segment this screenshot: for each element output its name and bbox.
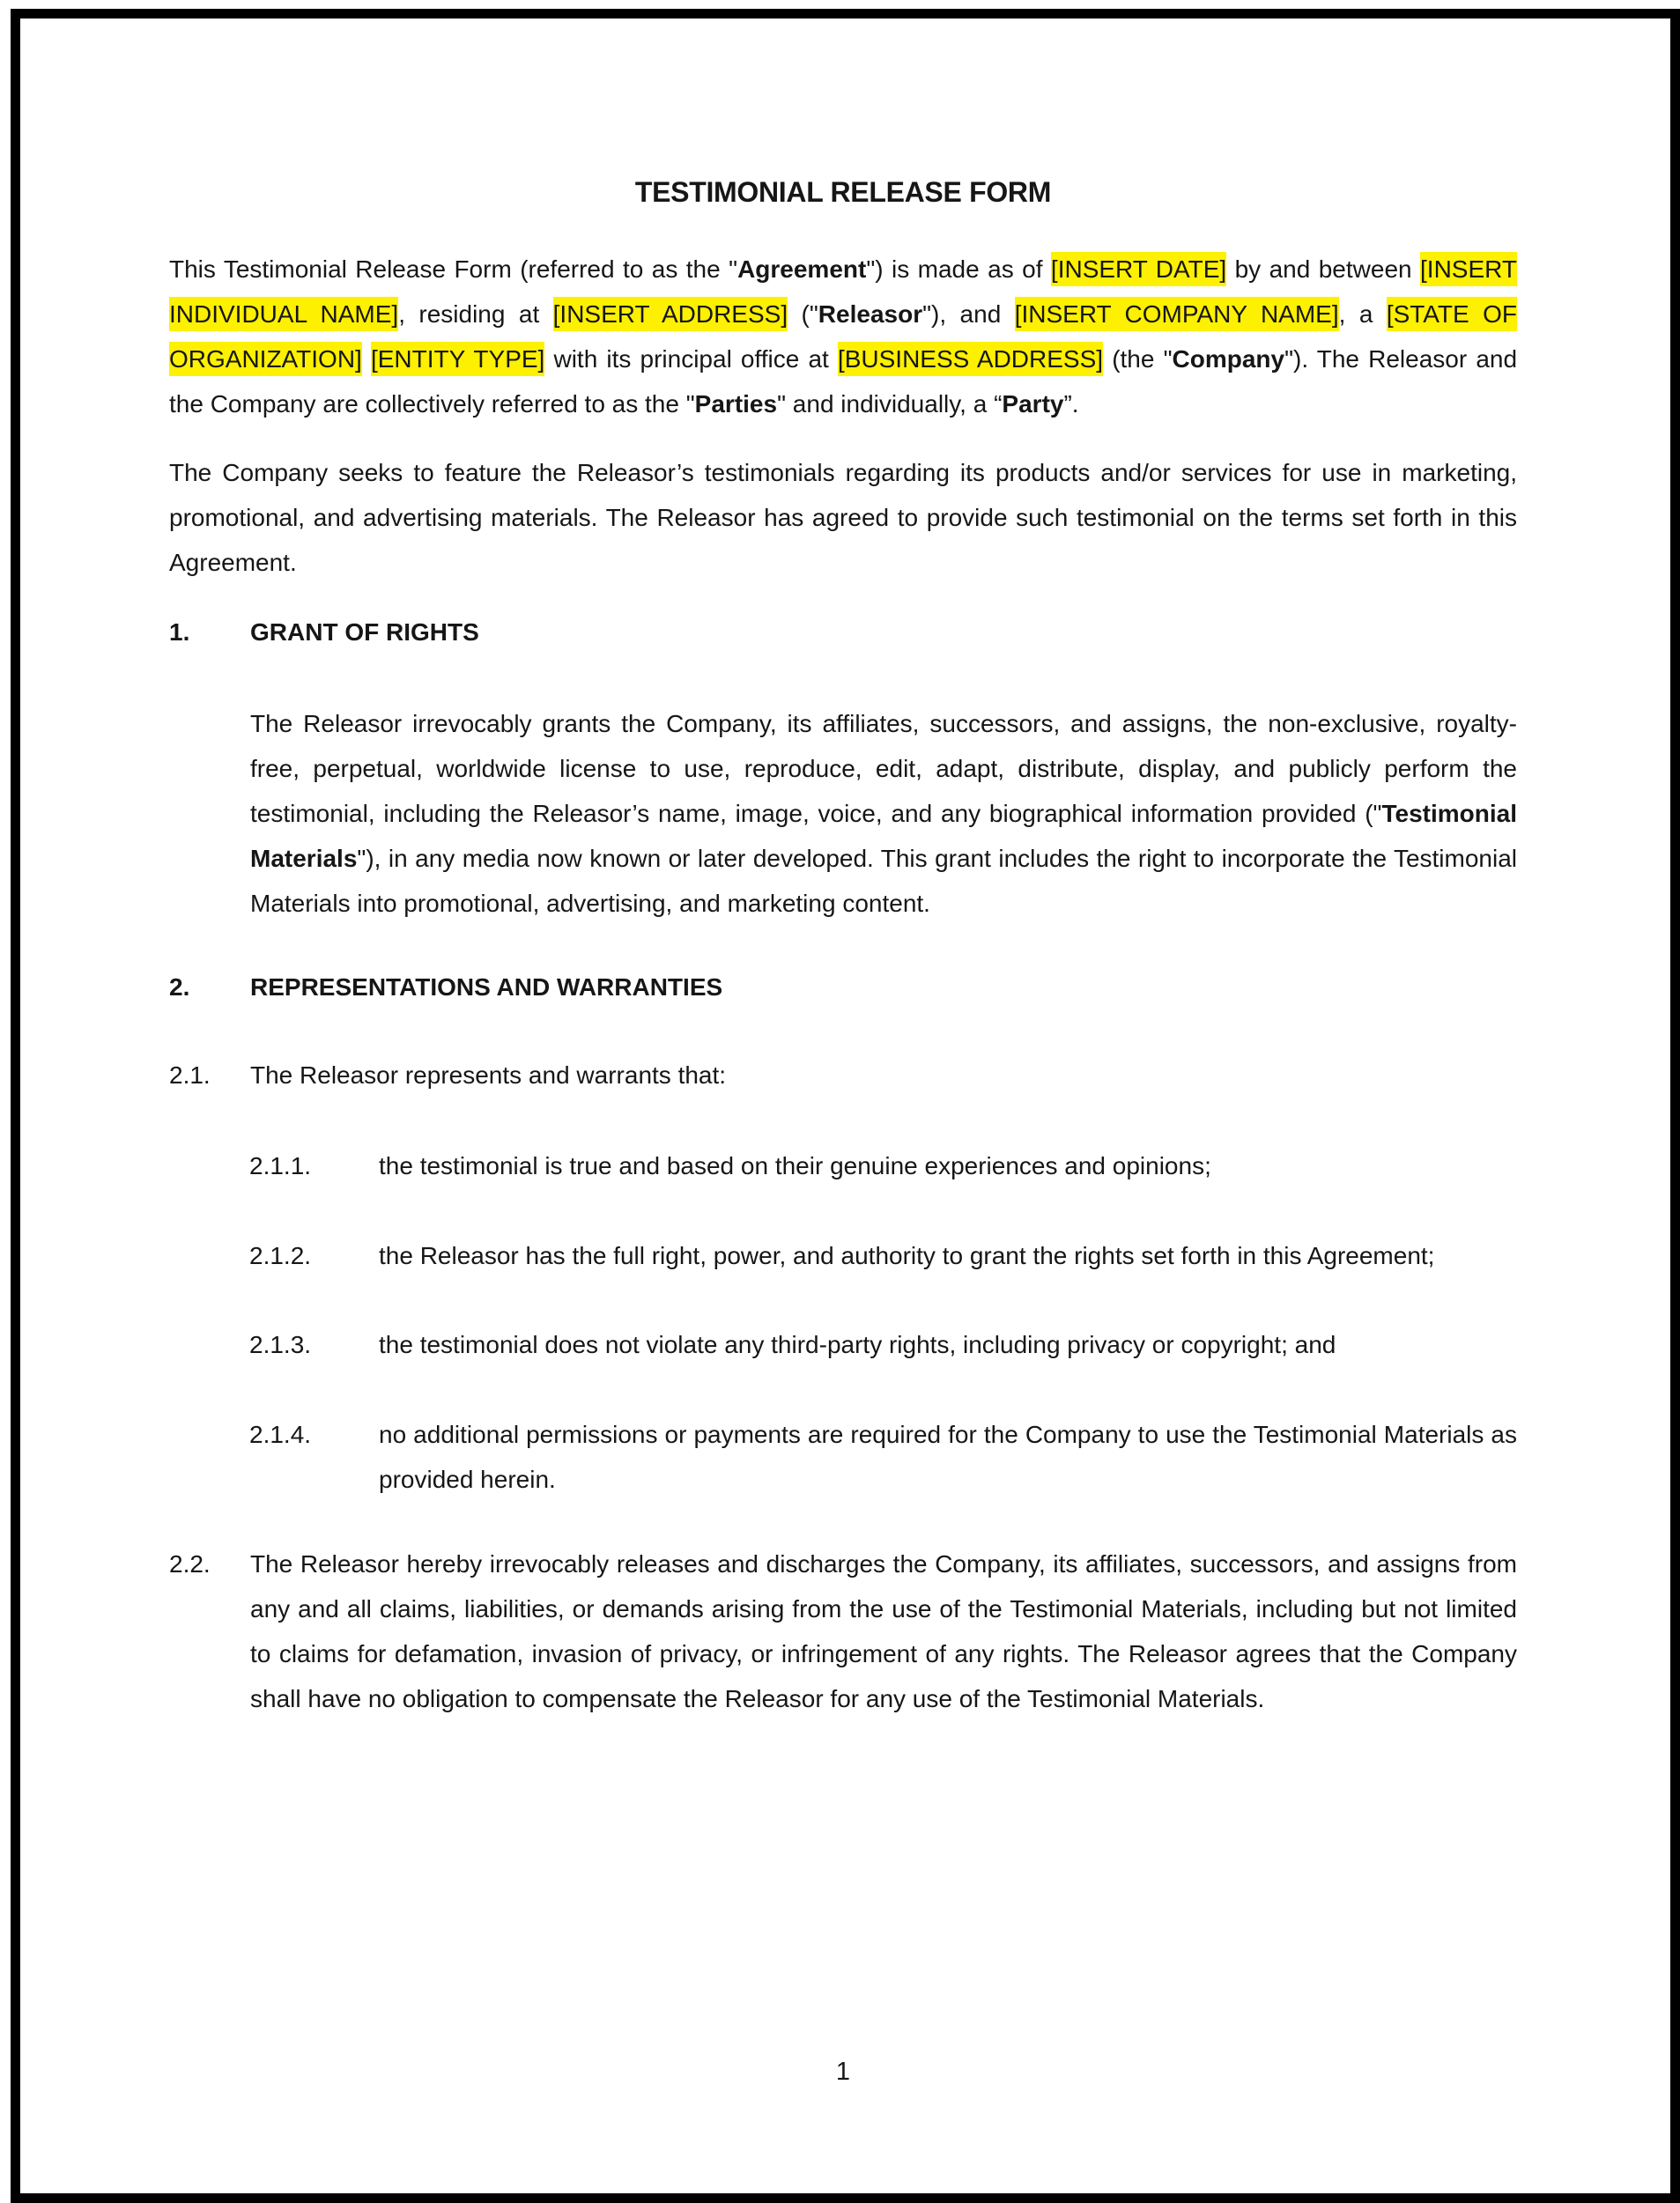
defined-term: Agreement (737, 255, 867, 283)
list-number: 2.1.3. (249, 1331, 312, 1358)
text-run: the testimonial does not violate any third-party rights, including privacy or copyright; and (379, 1331, 1336, 1358)
defined-term: Parties (694, 390, 778, 418)
block-text (379, 1322, 1517, 1367)
section-1-heading (169, 610, 1517, 654)
text-run: The Releasor hereby irrevocably releases and discharges the Company, its affiliates, successors, and assigns from any and all claims, liabilities, or demands arising from the use of the Testimonial Materials, including but not limited to claims for defamation, invasion of privacy, or infringement of any rights. The Releasor agrees that the Company shall have no obligation to compensate the Releasor for any use of the Testimonial Materials. (250, 1550, 1517, 1712)
text-run: The Company seeks to feature the Releasor’s testimonials regarding its products and/or services for use in marketing, promotional, and advertising materials. The Releasor has agreed to provide such testimonial on the terms set forth in this Agreement. (169, 459, 1517, 576)
text-run: (the " (1103, 345, 1173, 373)
block-text (379, 1143, 1517, 1188)
block-text (379, 1233, 1517, 1278)
clause-2-1-2 (169, 1233, 1517, 1278)
text-run: (" (788, 300, 818, 328)
list-number: 2. (169, 973, 190, 1001)
text-run: ") is made as of (866, 255, 1051, 283)
defined-term: Company (1172, 345, 1285, 373)
list-number: 2.1. (169, 1061, 211, 1089)
clause-2-1-3 (169, 1322, 1517, 1367)
intro-paragraph (169, 247, 1517, 426)
defined-term: Party (1002, 390, 1064, 418)
block-text (169, 247, 1517, 426)
highlighted-placeholder: [STATE OF ORGANIZATION] (169, 297, 1517, 376)
list-number: 2.1.4. (249, 1421, 312, 1448)
clause-2-2 (169, 1541, 1517, 1721)
text-run (362, 345, 371, 373)
highlighted-placeholder: [ENTITY TYPE] (371, 342, 544, 376)
text-run: REPRESENTATIONS AND WARRANTIES (250, 973, 723, 1001)
text-run: "), in any media now known or later developed. This grant includes the right to incorporate the Testimonial Materials into promotional, advertising, and marketing content. (250, 845, 1517, 917)
highlighted-placeholder: [INSERT COMPANY NAME] (1015, 297, 1339, 331)
block-text (250, 610, 1517, 654)
list-number: 2.1.2. (249, 1242, 312, 1269)
text-run: This Testimonial Release Form (referred to as the " (169, 255, 738, 283)
text-run: the Releasor has the full right, power, and authority to grant the rights set forth in this Agreement; (379, 1242, 1435, 1269)
text-run: "). The Releasor and the Company are collectively referred to as the " (169, 345, 1518, 418)
highlighted-placeholder: [BUSINESS ADDRESS] (838, 342, 1103, 376)
block-text (250, 701, 1517, 926)
text-run: The Releasor irrevocably grants the Company, its affiliates, successors, and assigns, the non-exclusive, royalty-free, perpetual, worldwide license to use, reproduce, edit, adapt, distribute, display, and publicly perform the testimonial, including the Releasor’s name, image, voice, and any biographical information provided (" (250, 710, 1517, 827)
clause-2-1-4 (169, 1412, 1517, 1502)
text-run: ”. (1063, 390, 1079, 418)
text-run: " and individually, a “ (777, 390, 1003, 418)
page-number: 1 (835, 2058, 851, 2086)
block-text (250, 1541, 1517, 1721)
block-text (379, 1412, 1517, 1502)
section-2-heading (169, 965, 1517, 1009)
text-run: with its principal office at (544, 345, 838, 373)
recitals-paragraph (169, 450, 1517, 585)
section-1-body (169, 701, 1517, 926)
document-title: TESTIMONIAL RELEASE FORM (634, 176, 1052, 208)
highlighted-placeholder: [INSERT INDIVIDUAL NAME] (169, 252, 1517, 331)
text-run: by and between (1226, 255, 1421, 283)
block-text (250, 1053, 1517, 1098)
defined-term: Releasor (818, 300, 923, 328)
list-number: 2.2. (169, 1550, 211, 1578)
page-content (169, 0, 1518, 2086)
list-number: 1. (169, 618, 190, 646)
text-run: , a (1338, 300, 1387, 328)
block-text (169, 450, 1517, 585)
text-run: "), and (922, 300, 1015, 328)
defined-term: Testimonial Materials (250, 800, 1517, 872)
highlighted-placeholder: [INSERT DATE] (1051, 252, 1226, 286)
text-run: The Releasor represents and warrants that: (250, 1061, 727, 1089)
highlighted-placeholder: [INSERT ADDRESS] (553, 297, 788, 331)
text-run: , residing at (398, 300, 553, 328)
text-run: the testimonial is true and based on their genuine experiences and opinions; (379, 1152, 1211, 1179)
text-run: no additional permissions or payments are required for the Company to use the Testimonial Materials as provided herein. (379, 1421, 1517, 1493)
document-blocks (169, 247, 1517, 1721)
clause-2-1 (169, 1053, 1517, 1098)
text-run: GRANT OF RIGHTS (250, 618, 479, 646)
block-text (250, 965, 1517, 1009)
list-number: 2.1.1. (249, 1152, 312, 1179)
clause-2-1-1 (169, 1143, 1517, 1188)
